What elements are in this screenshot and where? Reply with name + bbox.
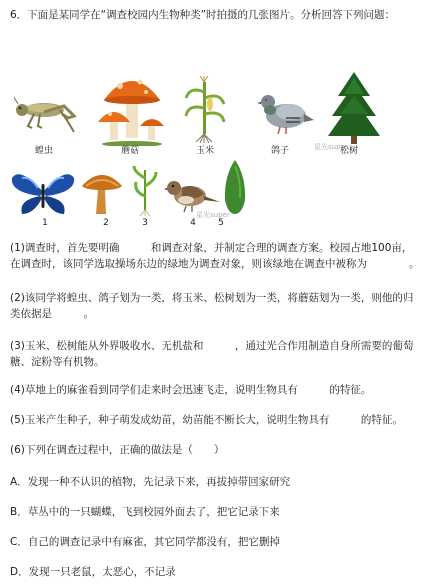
subquestion-4: (4)草地上的麻雀看到同学们走来时会迅速飞走，说明生物具有 的特征。 xyxy=(10,384,372,396)
figure-label-2: 2 xyxy=(103,218,109,228)
figure-label-1: 1 xyxy=(42,218,48,228)
subquestion-3: (3)玉米、松树能从外界吸收水、无机盐和 ，通过光合作用制造自身所需要的葡萄糖、淀粉等有机物。 xyxy=(10,340,414,368)
figure-label-corn: 玉米 xyxy=(195,146,214,156)
figure-label-3: 3 xyxy=(142,218,148,228)
subquestion-6: (6)下列在调查过程中，正确的做法是（ ） xyxy=(10,444,225,456)
seedling-image xyxy=(132,164,158,216)
watermark-row1: 星光super xyxy=(314,143,348,151)
watermark-row2: 星光super xyxy=(196,211,230,219)
mushroom-image xyxy=(96,68,168,146)
figure-label-mushroom: 蘑菇 xyxy=(120,146,139,156)
subquestion-2: (2)该同学将蝗虫、鸽子划为一类，将玉米、松树划为一类，将蘑菇划为一类，则他的归类依据是 。 xyxy=(10,292,414,320)
question-title: 6．下面是某同学在“调查校园内生物种类”时拍摄的几张图片。分析回答下列问题： xyxy=(10,9,396,21)
option-a: A．发现一种不认识的植物，先记录下来，再拔掉带回家研究 xyxy=(10,476,291,488)
figure-label-grasshopper: 蝗虫 xyxy=(34,146,53,156)
figure-label-pigeon: 鸽子 xyxy=(270,146,289,156)
pine-tree-image xyxy=(326,70,382,146)
option-d: D．发现一只老鼠，太恶心，不记录 xyxy=(10,566,176,578)
subquestion-1: (1)调查时，首先要明确 和调查对象，并制定合理的调查方案。校园占地100亩，在调查时，该同学选取操场东边的绿地为调查对象，则该绿地在调查中被称为 。 xyxy=(10,242,420,270)
cypress-image xyxy=(222,158,248,216)
figure-label-4: 4 xyxy=(190,218,196,228)
figure-label-5: 5 xyxy=(218,218,224,228)
option-b: B．草丛中的一只蝴蝶，飞到校园外面去了，把它记录下来 xyxy=(10,506,280,518)
pigeon-image xyxy=(256,90,314,136)
figure-label-pine: 松树 xyxy=(339,146,358,156)
butterfly-image xyxy=(10,170,76,216)
sparrow-image xyxy=(164,174,220,214)
orange-mushroom-image xyxy=(78,168,126,216)
option-c: C．自己的调查记录中有麻雀，其它同学都没有，把它删掉 xyxy=(10,536,280,548)
subquestion-5: (5)玉米产生种子，种子萌发成幼苗，幼苗能不断长大，说明生物具有 的特征。 xyxy=(10,414,403,426)
grasshopper-image xyxy=(14,92,78,140)
corn-image xyxy=(184,76,226,144)
